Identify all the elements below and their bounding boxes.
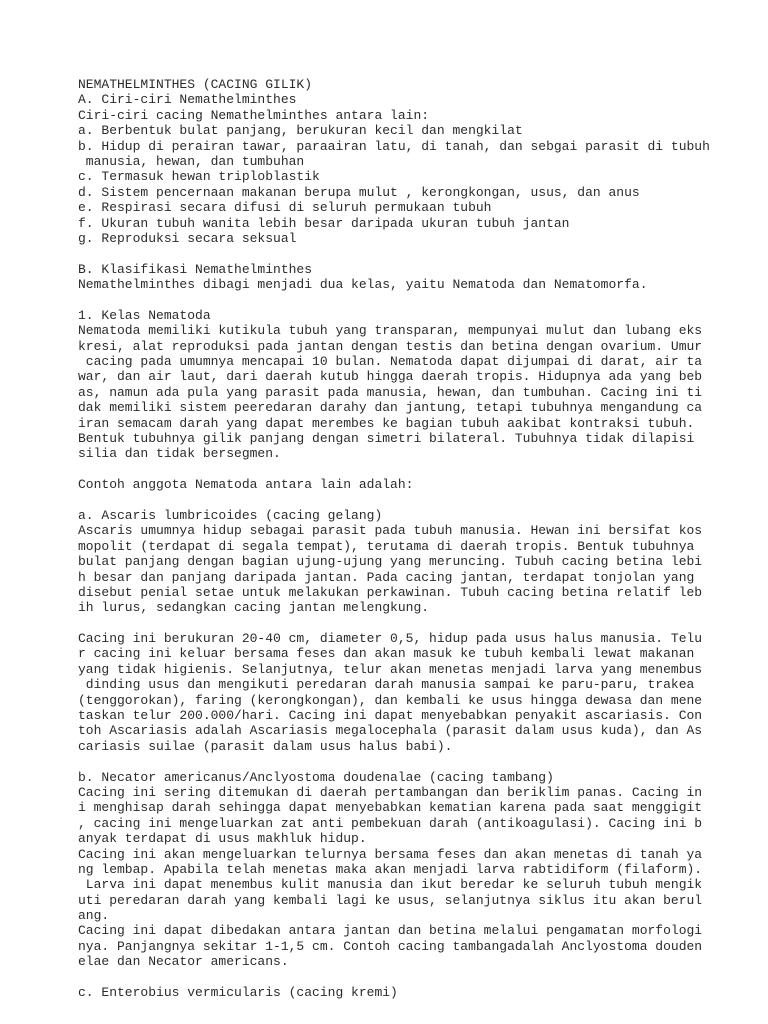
blank-line: [78, 616, 738, 631]
text-line: bulat panjang dengan bagian ujung-ujung yang meruncing. Tubuh cacing betina lebi: [78, 554, 703, 570]
text-line: i menghisap darah sehingga dapat menyebabkan kematian karena pada saat menggigit: [78, 800, 703, 816]
blank-line: [78, 462, 738, 477]
text-line: 1. Kelas Nematoda: [78, 307, 211, 323]
text-line: iran semacam darah yang dapat merembes ke bagian tubuh aakibat kontraksi tubuh.: [78, 415, 695, 431]
text-line: b. Necator americanus/Anclyostoma doudenalae (cacing tambang): [78, 769, 554, 785]
text-line: h besar dan panjang daripada jantan. Pada cacing jantan, terdapat tonjolan yang: [78, 569, 695, 585]
text-line: B. Klasifikasi Nemathelminthes: [78, 261, 313, 277]
text-line: Ciri-ciri cacing Nemathelminthes antara lain:: [78, 107, 430, 123]
text-line: toh Ascariasis adalah Ascariasis megalocephala (parasit dalam usus kuda), dan As: [78, 723, 703, 739]
blank-line: [78, 754, 738, 769]
text-line: g. Reproduksi secara seksual: [78, 230, 297, 246]
text-line: Cacing ini akan mengeluarkan telurnya bersama feses dan akan menetas di tanah ya: [78, 846, 703, 862]
text-line: ng lembap. Apabila telah menetas maka akan menjadi larva rabtidiform (filaform).: [78, 861, 703, 877]
blank-line: [78, 292, 738, 307]
text-line: c. Termasuk hewan triploblastik: [78, 169, 320, 185]
text-line: dinding usus dan mengikuti peredaran darah manusia sampai ke paru-paru, trakea: [78, 677, 695, 693]
text-line: Bentuk tubuhnya gilik panjang dengan simetri bilateral. Tubuhnya tidak dilapisi: [78, 430, 695, 446]
text-line: NEMATHELMINTHES (CACING GILIK): [78, 77, 313, 92]
text-line: elae dan Necator americans.: [78, 954, 289, 970]
text-line: , cacing ini mengeluarkan zat anti pembekuan darah (antikoagulasi). Cacing ini b: [78, 815, 703, 831]
text-line: (tenggorokan), faring (kerongkongan), dan kembali ke usus hingga dewasa dan mene: [78, 692, 703, 708]
blank-line: [78, 493, 738, 508]
text-line: as, namun ada pula yang parasit pada manusia, hewan, dan tumbuhan. Cacing ini ti: [78, 384, 703, 400]
text-line: disebut penial setae untuk melakukan perkawinan. Tubuh cacing betina relatif leb: [78, 584, 703, 600]
blank-line: [78, 970, 738, 985]
text-line: Nematoda memiliki kutikula tubuh yang transparan, mempunyai mulut dan lubang eks: [78, 323, 703, 339]
text-line: cariasis suilae (parasit dalam usus halus babi).: [78, 738, 453, 754]
text-line: ih lurus, sedangkan cacing jantan melengkung.: [78, 600, 430, 616]
text-line: kresi, alat reproduksi pada jantan dengan testis dan betina dengan ovarium. Umur: [78, 338, 703, 354]
text-line: dak memiliki sistem peeredaran darahy dan jantung, tetapi tubuhnya mengandung ca: [78, 400, 703, 416]
text-line: e. Respirasi secara difusi di seluruh permukaan tubuh: [78, 200, 492, 216]
text-line: ang.: [78, 908, 110, 924]
text-line: yang tidak higienis. Selanjutnya, telur akan menetas menjadi larva yang menembus: [78, 661, 703, 677]
text-line: Cacing ini sering ditemukan di daerah pertambangan dan beriklim panas. Cacing in: [78, 784, 703, 800]
text-line: Larva ini dapat menembus kulit manusia dan ikut beredar ke seluruh tubuh mengik: [78, 877, 703, 893]
text-line: cacing pada umumnya mencapai 10 bulan. Nematoda dapat dijumpai di darat, air ta: [78, 354, 703, 370]
text-line: a. Ascaris lumbricoides (cacing gelang): [78, 507, 383, 523]
text-line: Nemathelminthes dibagi menjadi dua kelas, yaitu Nematoda dan Nematomorfa.: [78, 277, 648, 293]
text-line: d. Sistem pencernaan makanan berupa mulut , kerongkongan, usus, dan anus: [78, 184, 640, 200]
text-line: mopolit (terdapat di segala tempat), terutama di daerah tropis. Bentuk tubuhnya: [78, 538, 695, 554]
text-line: taskan telur 200.000/hari. Cacing ini dapat menyebabkan penyakit ascariasis. Con: [78, 708, 703, 724]
text-line: war, dan air laut, dari daerah kutub hingga daerah tropis. Hidupnya ada yang beb: [78, 369, 703, 385]
text-line: nya. Panjangnya sekitar 1-1,5 cm. Contoh cacing tambangadalah Anclyostoma douden: [78, 938, 703, 954]
blank-line: [78, 246, 738, 261]
text-line: f. Ukuran tubuh wanita lebih besar daripada ukuran tubuh jantan: [78, 215, 570, 231]
text-line: silia dan tidak bersegmen.: [78, 446, 281, 462]
text-line: manusia, hewan, dan tumbuhan: [78, 153, 305, 169]
text-line: Cacing ini berukuran 20-40 cm, diameter 0,5, hidup pada usus halus manusia. Telu: [78, 631, 703, 647]
text-line: Contoh anggota Nematoda antara lain adalah:: [78, 477, 414, 493]
text-line: Ascaris umumnya hidup sebagai parasit pada tubuh manusia. Hewan ini bersifat kos: [78, 523, 703, 539]
text-line: b. Hidup di perairan tawar, paraairan latu, di tanah, dan sebgai parasit di tubuh: [78, 138, 710, 154]
text-line: a. Berbentuk bulat panjang, berukuran kecil dan mengkilat: [78, 123, 523, 139]
text-line: anyak terdapat di usus makhluk hidup.: [78, 831, 367, 847]
document-page: [78, 77, 738, 1000]
text-line: Cacing ini dapat dibedakan antara jantan dan betina melalui pengamatan morfologi: [78, 923, 703, 939]
text-line: r cacing ini keluar bersama feses dan akan masuk ke tubuh kembali lewat makanan: [78, 646, 695, 662]
text-line: c. Enterobius vermicularis (cacing kremi): [78, 985, 398, 1001]
text-line: A. Ciri-ciri Nemathelminthes: [78, 92, 297, 108]
text-line: uti peredaran darah yang kembali lagi ke usus, selanjutnya siklus itu akan berul: [78, 892, 703, 908]
